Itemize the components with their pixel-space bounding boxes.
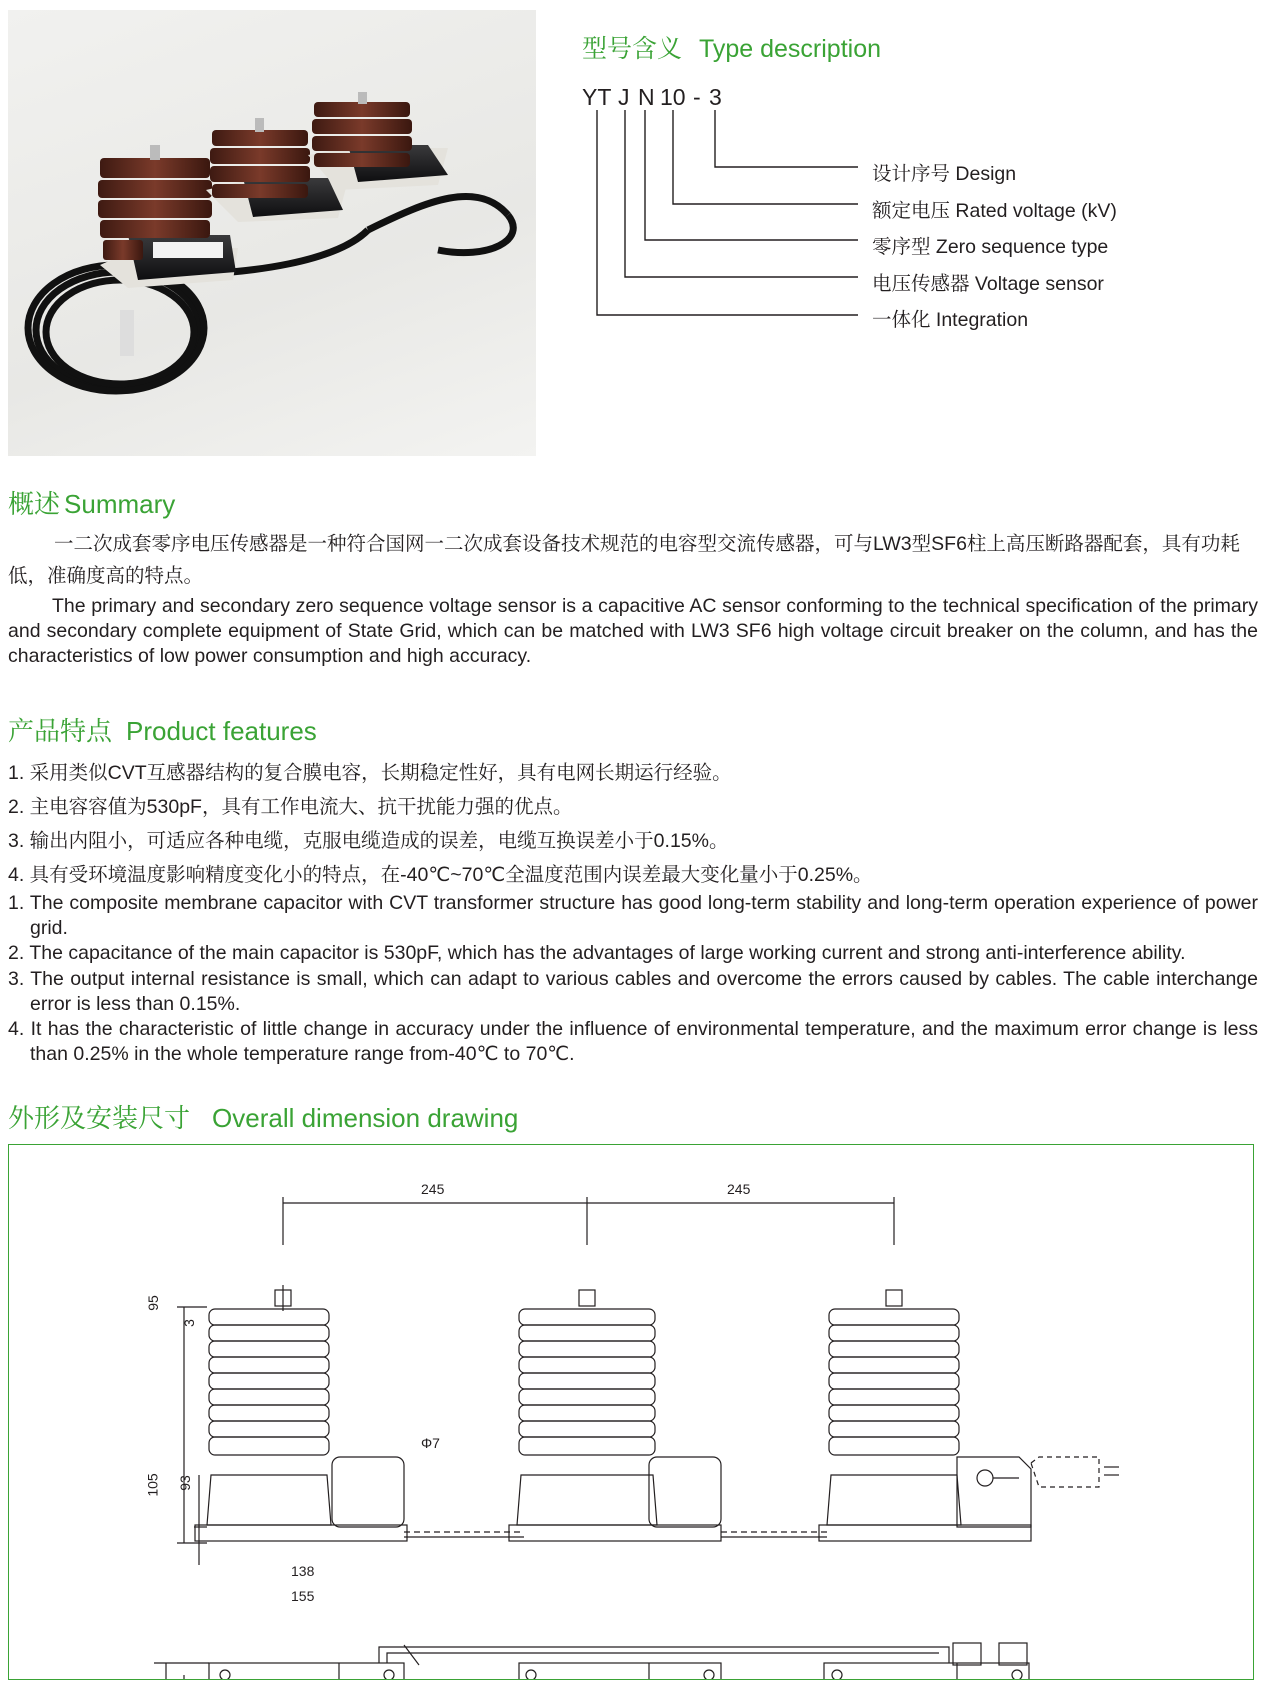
type-description-title-cn: 型号含义 [582,35,683,63]
feature-en-3: 3. The output internal resistance is small, which can adapt to various cables and overcome the errors caused by cables. The cable interchange error is less than 0.15%. [8,968,1258,1015]
summary-title-en: Summary [64,489,176,519]
type-description-title-en: Type description [698,35,882,63]
front-unit-middle [509,1290,721,1541]
drawing-frame [8,1144,1254,1680]
drawing-title [8,1098,518,1135]
feature-cn-3: 3. 输出内阻小，可适应各种电缆，克服电缆造成的误差，电缆互换误差小于0.15%。 [8,830,729,852]
model-part-j: J [618,84,630,110]
model-part-10: 10 [660,84,686,110]
drawing-title-en: Overall dimension drawing [212,1103,519,1133]
features-title [8,711,317,748]
feature-en-1: 1. The composite membrane capacitor with CVT transformer structure has good long-term stability and long-term operation experience of power grid. [8,892,1258,939]
dimension-drawing [9,1145,1253,1679]
dim-len-155: 155 [291,1588,315,1604]
model-part-yt: YT [582,84,612,110]
summary-text-cn: 一二次成套零序电压传感器是一种符合国网一二次成套设备技术规范的电容型交流传感器，可与LW3型SF6柱上高压断路器配套，具有功耗低，准确度高的特点。 [8,533,1240,587]
drawing-title-cn: 外形及安装尺寸 [8,1103,191,1133]
plan-unit-middle [519,1663,721,1679]
feature-cn-2: 2. 主电容容值为530pF，具有工作电流大、抗干扰能力强的优点。 [8,796,573,818]
front-unit-right [819,1290,1119,1541]
legend-design: 设计序号 Design [872,163,1017,185]
summary-text-en: The primary and secondary zero sequence voltage sensor is a capacitive AC sensor conforming to the technical specification of the primary and secondary complete equipment of State Grid, which can be matched with LW3 SF6 high voltage circuit breaker on the column, and has the characteristics of low power consumption and high accuracy. [8,595,1258,667]
feature-cn-4: 4. 具有受环境温度影响精度变化小的特点，在-40℃~70℃全温度范围内误差最大变化量小于0.25%。 [8,864,873,886]
dim-height-95: 95 [144,1295,161,1311]
dim-spacing-2: 245 [727,1181,751,1197]
model-part-dash: - [693,84,701,110]
legend-rated-voltage: 额定电压 Rated voltage (kV) [872,200,1117,222]
model-part-n: N [638,84,655,110]
plan-unit-left [209,1663,404,1679]
summary-title [8,484,175,521]
dim-height-3: 3 [180,1319,197,1327]
dim-spacing-1: 245 [421,1181,445,1197]
feature-en-2: 2. The capacitance of the main capacitor is 530pF, which has the advantages of large working current and strong anti-interference ability. [8,942,1186,964]
model-part-3: 3 [709,84,722,110]
front-unit-left [195,1285,407,1541]
dim-hole: Φ7 [421,1435,440,1451]
dim-width-105: 105 [144,1473,161,1497]
dim-width-93: 93 [176,1475,193,1491]
legend-voltage-sensor: 电压传感器 Voltage sensor [872,273,1104,295]
summary-title-cn: 概述 [8,489,61,519]
features-title-cn: 产品特点 [8,716,113,746]
feature-cn-1: 1. 采用类似CVT互感器结构的复合膜电容，长期稳定性好，具有电网长期运行经验。 [8,762,732,784]
dim-len-138: 138 [291,1563,315,1579]
legend-zero-sequence: 零序型 Zero sequence type [872,236,1109,258]
legend-integration: 一体化 Integration [872,309,1029,331]
feature-en-4: 4. It has the characteristic of little change in accuracy under the influence of environmental temperature, and the maximum error change is less than 0.25% in the whole temperature range from-40℃ to 70℃. [8,1018,1258,1065]
features-title-en: Product features [126,716,317,746]
